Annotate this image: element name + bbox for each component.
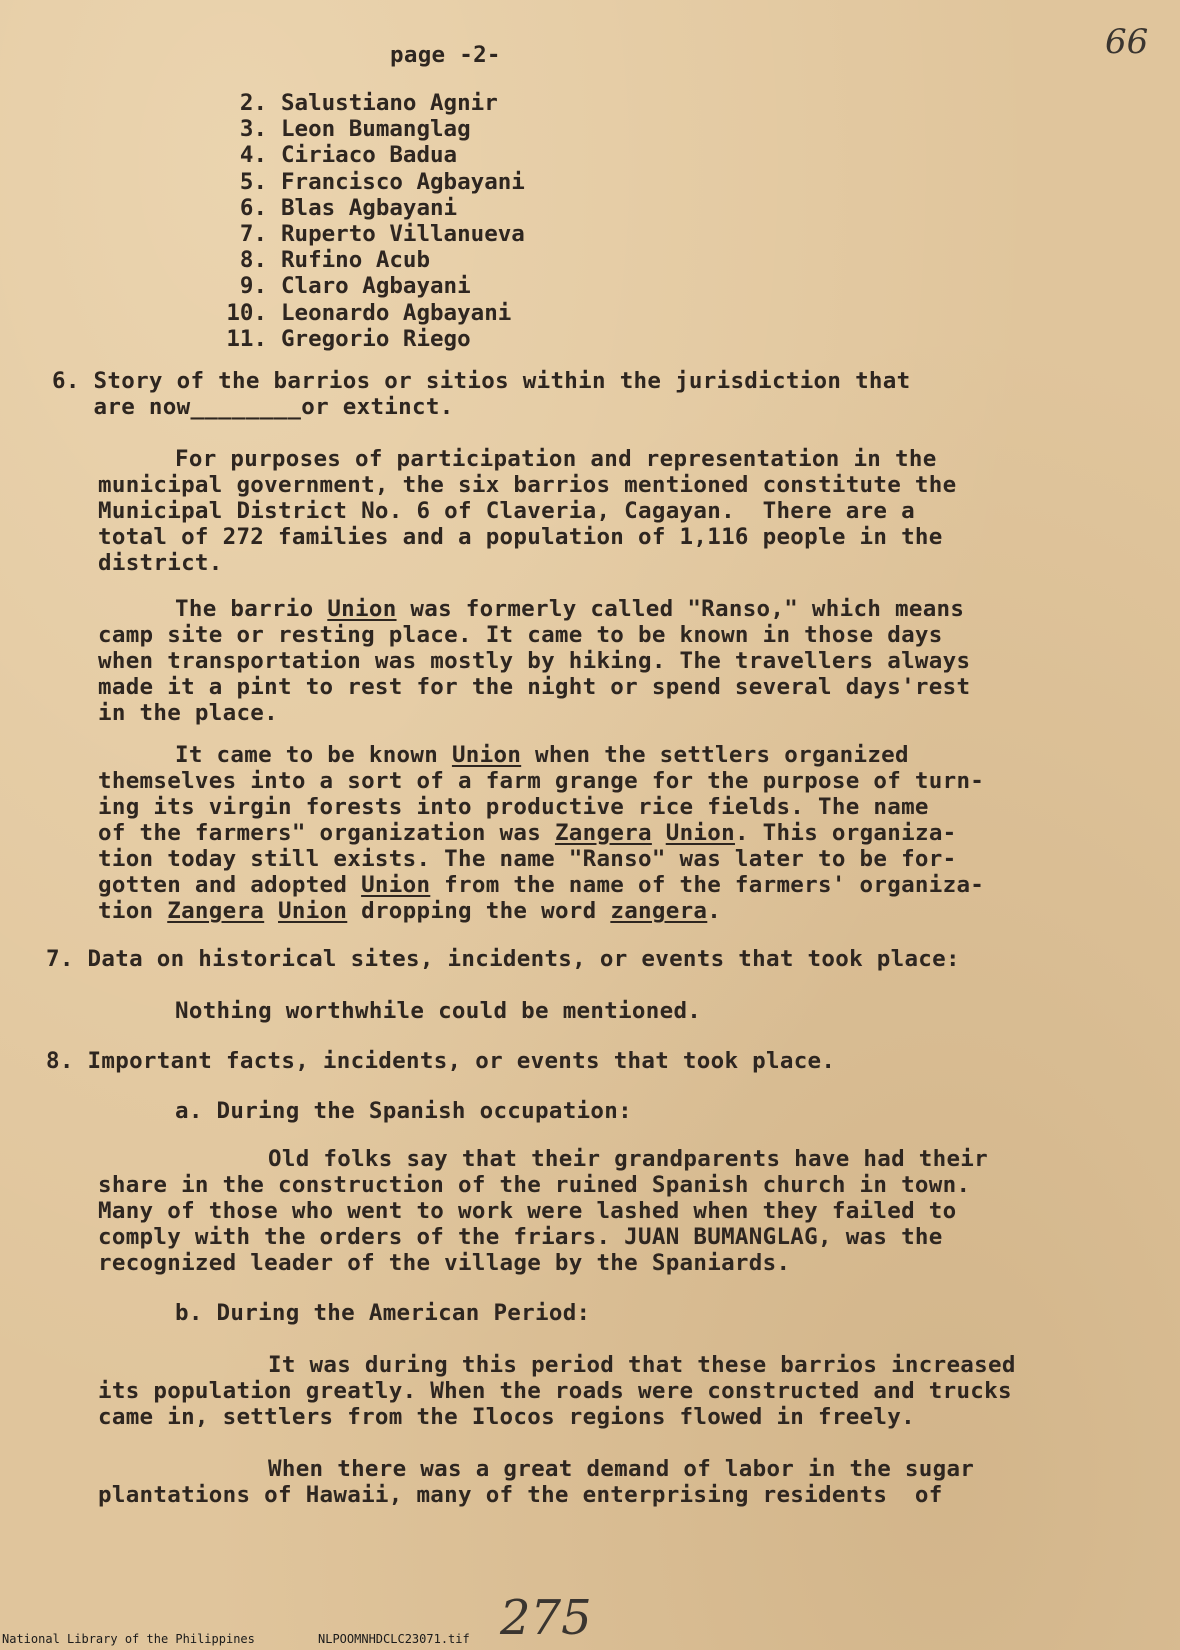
page-number: page -2- [390,42,501,68]
paragraph-line: district. [98,550,223,576]
paragraph-line: when transportation was mostly by hiking. The travellers always [98,648,971,674]
list-item: 8. Rufino Acub [239,247,431,274]
list-item: 3. Leon Bumanglag [239,116,471,143]
paragraph-line: its population greatly. When the roads were constructed and trucks [98,1378,1012,1404]
paragraph-line: It was during this period that these barrios increased [268,1352,1016,1378]
paragraph-line: themselves into a sort of a farm grange for the purpose of turn- [98,768,985,794]
section-7-heading: 7. Data on historical sites, incidents, or events that took place: [46,946,960,972]
paragraph-line: ing its virgin forests into productive rice fields. The name [98,794,929,820]
paragraph-line: It came to be known Union when the settlers organized [175,742,909,768]
list-item: 2. Salustiano Agnir [239,90,498,116]
subsection-b-heading: b. During the American Period: [175,1300,591,1326]
paragraph-line: Nothing worthwhile could be mentioned. [175,998,702,1024]
paragraph-line: in the place. [98,700,278,726]
paragraph-line: For purposes of participation and representation in the [175,446,937,472]
paragraph-line: When there was a great demand of labor in the sugar [268,1456,975,1482]
list-item: 10. Leonardo Agbayani [226,299,512,326]
subsection-a-heading: a. During the Spanish occupation: [175,1098,632,1124]
list-item: 11. Gregorio Riego [226,325,471,352]
paragraph-line: came in, settlers from the Ilocos regions flowed in freely. [98,1404,915,1430]
paragraph-line: Old folks say that their grandparents have had their [268,1146,988,1172]
paragraph-line: made it a pint to rest for the night or spend several days'rest [98,674,971,700]
list-item: 7. Ruperto Villanueva [239,221,525,248]
paragraph-line: plantations of Hawaii, many of the enterprising residents of [98,1482,943,1508]
paragraph-line: Many of those who went to work were lashed when they failed to [98,1198,957,1224]
paragraph-line: The barrio Union was formerly called "Ranso," which means [175,596,965,622]
list-item: 6. Blas Agbayani [239,194,458,221]
paragraph-line: Municipal District No. 6 of Claveria, Cagayan. There are a [98,498,915,524]
list-item: 9. Claro Agbayani [239,273,471,300]
paragraph-line: tion Zangera Union dropping the word zangera. [98,898,722,924]
paragraph-line: tion today still exists. The name "Ranso" was later to be for- [98,846,957,872]
section-8-heading: 8. Important facts, incidents, or events that took place. [46,1048,836,1074]
archive-footer-left: National Library of the Philippines [2,1632,255,1646]
section-6-heading-cont: are now________or extinct. [52,394,454,420]
paragraph-line: of the farmers" organization was Zangera Union. This organiza- [98,820,957,846]
section-6-heading: 6. Story of the barrios or sitios within the jurisdiction that [52,368,911,394]
list-item: 4. Ciriaco Badua [239,142,458,169]
name-list [205,90,525,352]
handwritten-page-mark: 66 [1105,22,1149,62]
archive-footer-filename: NLPOOMNHDCLC23071.tif [318,1632,470,1646]
paragraph-line: municipal government, the six barrios mentioned constitute the [98,472,957,498]
paragraph-line: gotten and adopted Union from the name of the farmers' organiza- [98,872,985,898]
paragraph-line: camp site or resting place. It came to be known in those days [98,622,943,648]
paragraph-line: share in the construction of the ruined Spanish church in town. [98,1172,971,1198]
paragraph-line: comply with the orders of the friars. JUAN BUMANGLAG, was the [98,1224,943,1250]
paragraph-line: recognized leader of the village by the Spaniards. [98,1250,791,1276]
paragraph-line: total of 272 families and a population of 1,116 people in the [98,524,943,550]
handwritten-folio-number: 275 [500,1590,592,1646]
list-item: 5. Francisco Agbayani [239,168,525,195]
